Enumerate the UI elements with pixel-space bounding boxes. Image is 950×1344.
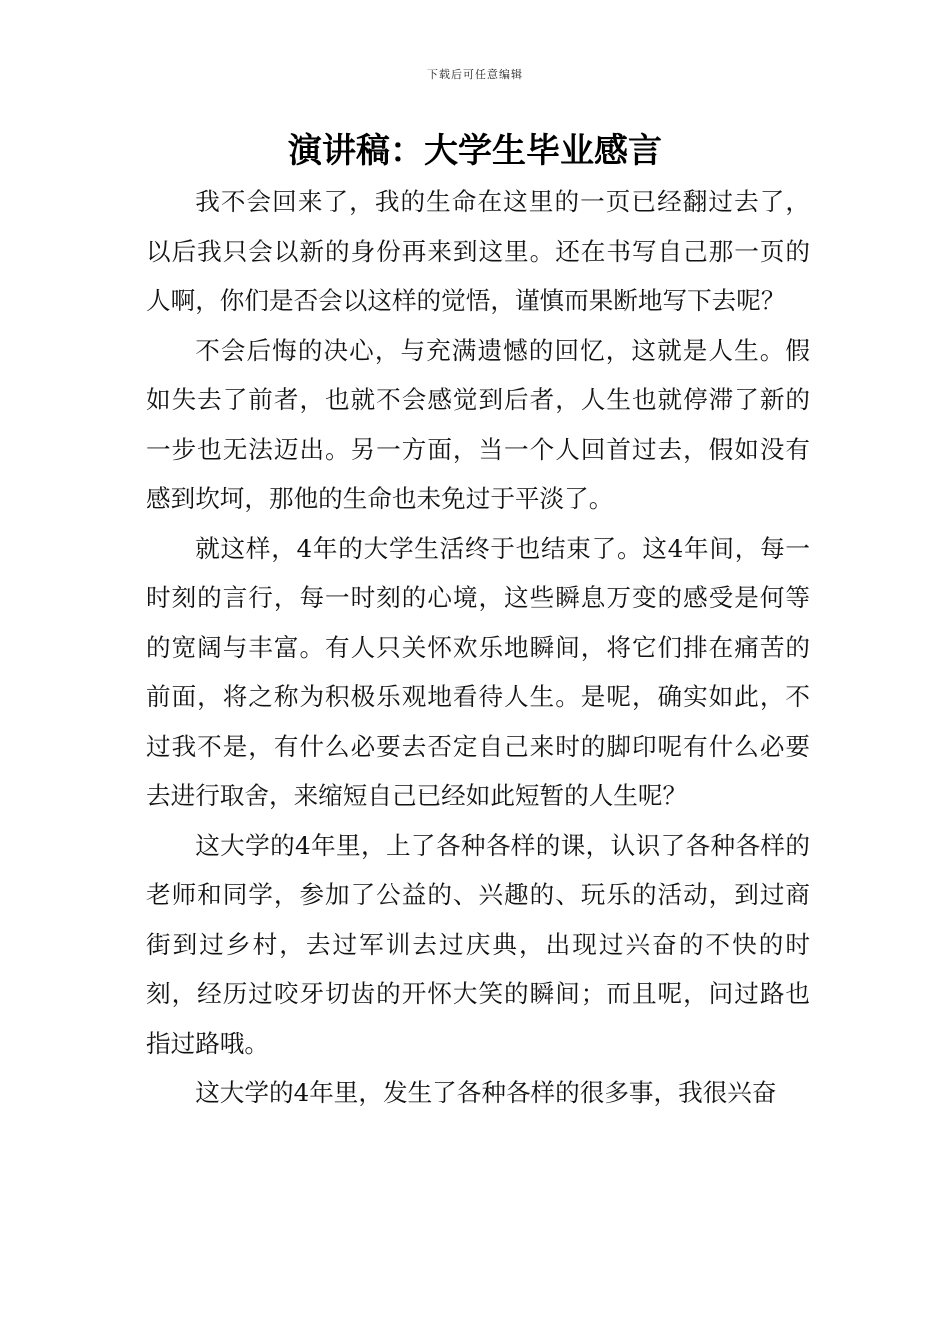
- document-body: [146, 177, 810, 1118]
- paragraph-1: 我不会回来了，我的生命在这里的一页已经翻过去了，以后我只会以新的身份再来到这里。还在书写自己那一页的人啊，你们是否会以这样的觉悟，谨慎而果断地写下去呢？: [146, 187, 810, 315]
- paragraph-3: 就这样，4年的大学生活终于也结束了。这4年间，每一时刻的言行，每一时刻的心境，这些瞬息万变的感受是何等的宽阔与丰富。有人只关怀欢乐地瞬间，将它们排在痛苦的前面，将之称为积极乐观地看待人生。是呢，确实如此，不过我不是，有什么必要去否定自己来时的脚印呢有什么必要去进行取舍，来缩短自己已经如此短暂的人生呢？: [146, 533, 810, 810]
- page-title: 演讲稿：大学生毕业感言: [288, 131, 662, 171]
- paragraph-2: 不会后悔的决心，与充满遗憾的回忆，这就是人生。假如失去了前者，也就不会感觉到后者，人生也就停滞了新的一步也无法迈出。另一方面，当一个人回首过去，假如没有感到坎坷，那他的生命也未免过于平淡了。: [146, 335, 810, 513]
- paragraph-4: 这大学的4年里，上了各种各样的课，认识了各种各样的老师和同学，参加了公益的、兴趣的、玩乐的活动，到过商街到过乡村，去过军训去过庆典，出现过兴奋的不快的时刻，经历过咬牙切齿的开怀大笑的瞬间；而且呢，问过路也指过路哦。: [146, 830, 810, 1058]
- header-note: 下载后可任意编辑: [427, 68, 523, 81]
- paragraph-5: 这大学的4年里，发生了各种各样的很多事，我很兴奋: [195, 1078, 777, 1107]
